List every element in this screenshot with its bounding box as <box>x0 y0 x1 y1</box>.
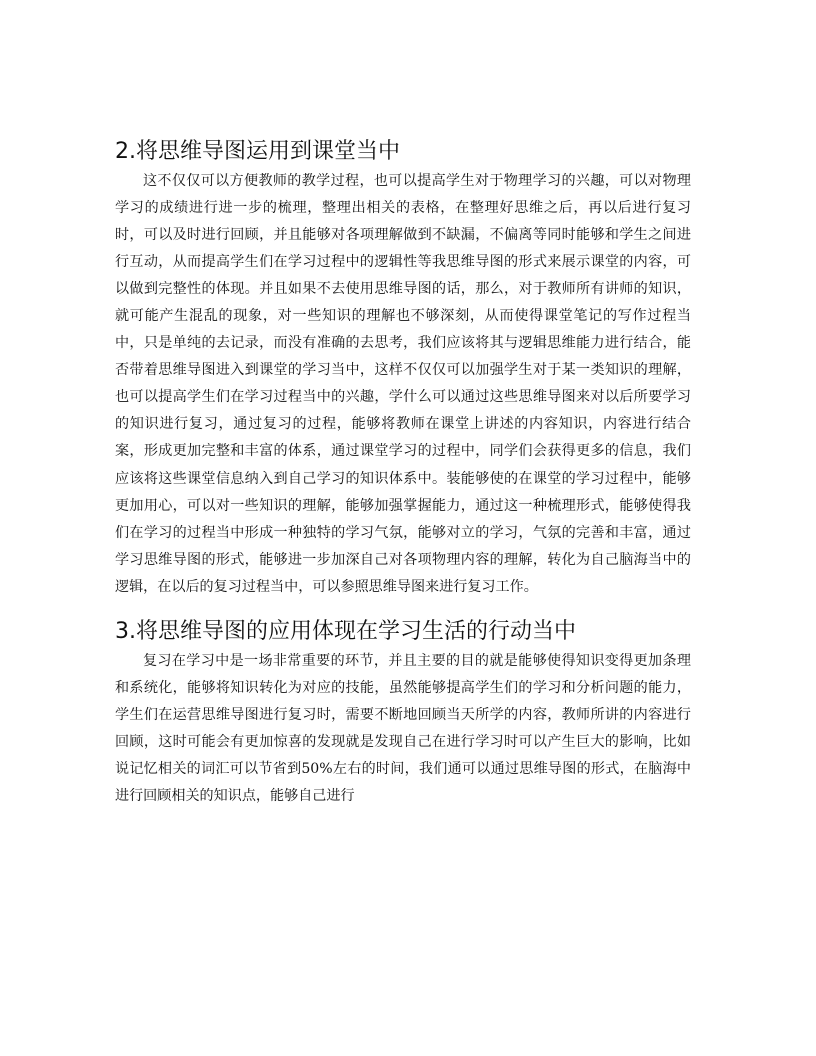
section-2-heading: 2.将思维导图运用到课堂当中 <box>115 139 400 164</box>
section-3-paragraph: 复习在学习中是一场非常重要的环节，并且主要的目的就是能够使得知识变得更加条理和系统化，能够将知识转化为对应的技能，虽然能够提高学生们的学习和分析问题的能力，学生们在运营思维导图进行复习时，需要不断地回顾当天所学的内容，教师所讲的内容进行回顾，这时可能会有更加惊喜的发现就是发现自己在进行学习时可以产生巨大的影响，比如说记忆相关的词汇可以节省到50%左右的时间，我们通可以通过思维导图的形式，在脑海中进行回顾相关的知识点，能够自己进行 <box>115 652 691 804</box>
document-content <box>115 136 691 810</box>
section-3-heading: 3.将思维导图的应用体现在学习生活的行动当中 <box>115 618 576 644</box>
section-2-paragraph: 这不仅仅可以方便教师的教学过程，也可以提高学生对于物理学习的兴趣，可以对物理学习的成绩进行进一步的梳理，整理出相关的表格，在整理好思维之后，再以后进行复习时，可以及时进行回顾，并且能够对各项理解做到不缺漏，不偏离等同时能够和学生之间进行互动，从而提高学生们在学习过程中的逻辑性等我思维导图的形式来展示课堂的内容，可以做到完整性的体现。并且如果不去使用思维导图的话，那么，对于教师所有讲师的知识，就可能产生混乱的现象，对一些知识的理解也不够深刻，从而使得课堂笔记的写作过程当中，只是单纯的去记录，而没有准确的去思考，我们应该将其与逻辑思维能力进行结合，能否带着思维导图进入到课堂的学习当中，这样不仅仅可以加强学生对于某一类知识的理解，也可以提高学生们在学习过程当中的兴趣，学什么可以通过这些思维导图来对以后所要学习的知识进行复习，通过复习的过程，能够将教师在课堂上讲述的内容知识，内容进行结合案，形成更加完整和丰富的体系，通过课堂学习的过程中，同学们会获得更多的信息，我们应该将这些课堂信息纳入到自己学习的知识体系中。装能够使的在课堂的学习过程中，能够更加用心，可以对一些知识的理解，能够加强掌握能力，通过这一种梳理形式，能够使得我们在学习的过程当中形成一种独特的学习气氛，能够对立的学习，气氛的完善和丰富，通过学习思维导图的形式，能够进一步加深自己对各项物理内容的理解，转化为自己脑海当中的逻辑，在以后的复习过程当中，可以参照思维导图来进行复习工作。 <box>115 173 691 595</box>
